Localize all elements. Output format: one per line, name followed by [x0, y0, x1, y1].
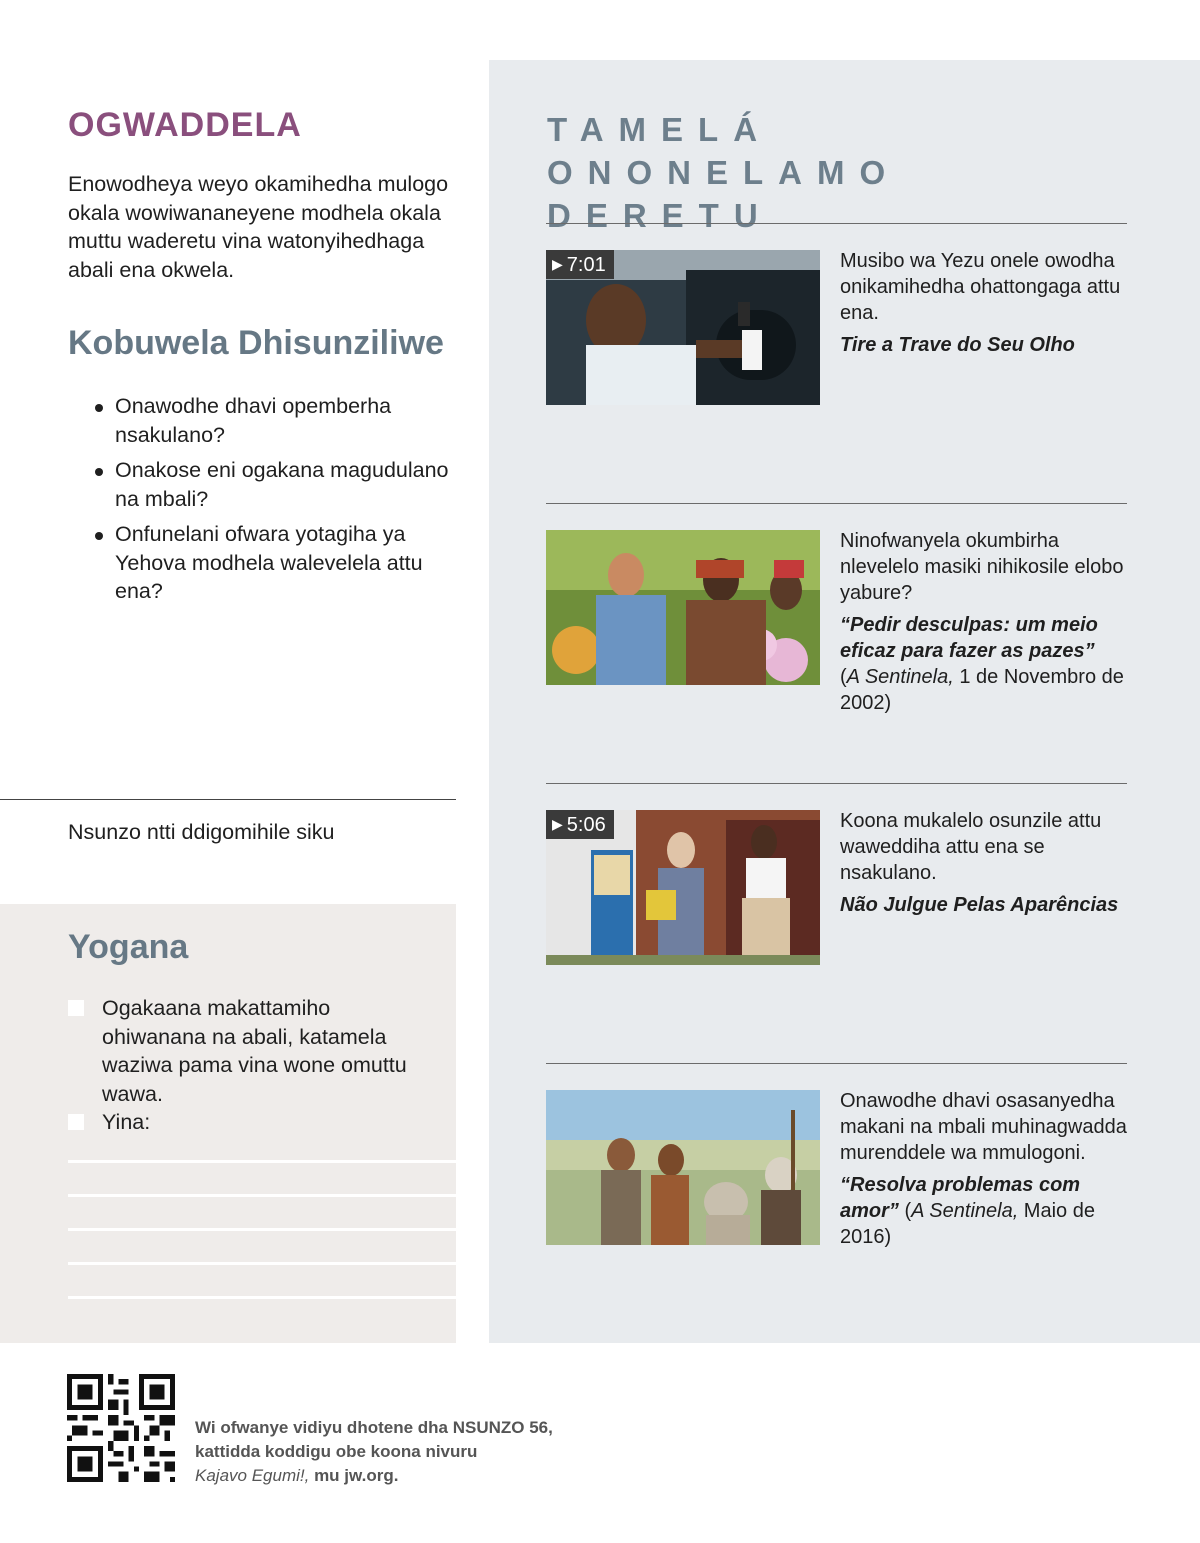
entry-description: Onawodhe dhavi osasanyedha makani na mbali muhinagwadda murenddele wa mmulogoni.: [840, 1090, 1127, 1164]
plan-item-other[interactable]: [68, 1108, 438, 1137]
explore-panel: [489, 60, 1200, 1343]
plan-checkbox[interactable]: [68, 1000, 84, 1016]
entry-reference[interactable]: [840, 612, 1130, 716]
write-line[interactable]: [68, 1262, 456, 1265]
explore-entry: [546, 503, 1127, 714]
goal-text: Enowodheya weyo okamihedha mulogo okala wowiwananeyene modhela okala muttu waderetu vina watonyihedhaga abali ena okwela.: [68, 172, 449, 282]
entry-description: Musibo wa Yezu onele owodha onikamihedha ohattongaga attu ena.: [840, 250, 1121, 324]
explore-entry: [546, 783, 1127, 916]
plan-title: Yogana: [68, 928, 189, 966]
article-thumbnail: [546, 530, 820, 685]
review-questions: [95, 392, 465, 613]
write-line[interactable]: [68, 1228, 456, 1231]
write-line[interactable]: [68, 1194, 456, 1197]
footer-line: kattidda koddigu obe koona nivuru: [195, 1442, 478, 1461]
review-title: Kobuwela Dhisunziliwe: [68, 324, 444, 362]
video-title-link[interactable]: Tire a Trave do Seu Olho: [840, 334, 1075, 356]
publication-name: A Sentinela,: [911, 1200, 1019, 1222]
publication-date: 1 de Novembro de 2002): [840, 666, 1124, 714]
paradise-greeting-image: [546, 530, 820, 685]
footer-site[interactable]: mu jw.org.: [309, 1466, 399, 1485]
article-thumbnail: [546, 1090, 820, 1245]
duration-label: 5:06: [566, 814, 606, 836]
write-line[interactable]: [68, 1296, 456, 1299]
article-title-link[interactable]: “Pedir desculpas: um meio eficaz para fazer as pazes”: [840, 614, 1098, 662]
question-item: Onakose eni ogakana magudulano na mbali?: [95, 456, 465, 513]
article-title-link[interactable]: “Resolva problemas com amor”: [840, 1174, 1081, 1222]
reference-open-paren: (: [904, 1200, 912, 1222]
entry-reference[interactable]: [840, 1172, 1130, 1250]
video-title-link[interactable]: Não Julgue Pelas Aparências: [840, 894, 1119, 916]
plan-panel: [0, 904, 456, 1343]
plan-item-label: Yina:: [102, 1110, 151, 1134]
entry-reference[interactable]: [840, 892, 1130, 918]
reference-open-paren: (: [840, 666, 847, 688]
memory-divider: [0, 799, 456, 800]
memory-line-label: Nsunzo ntti ddigomihile siku: [68, 820, 335, 844]
duration-label: 7:01: [566, 254, 606, 276]
video-thumbnail[interactable]: [546, 810, 820, 965]
video-thumbnail[interactable]: [546, 250, 820, 405]
publication-name: A Sentinela,: [846, 666, 954, 688]
entry-description: Ninofwanyela okumbirha nlevelelo masiki nihikosile elobo yabure?: [840, 530, 1124, 604]
video-duration-badge: [546, 250, 614, 279]
book-title: Kajavo Egumi!,: [195, 1466, 310, 1485]
write-line[interactable]: [68, 1160, 456, 1163]
footer-line: Wi ofwanye vidiyu dhotene dha NSUNZO 56,: [195, 1418, 553, 1437]
publication-date: Maio de 2016): [840, 1200, 1095, 1248]
plan-item-label: Ogakaana makattamiho ohiwanana na abali, katamela waziwa pama vina wone omuttu wawa.: [102, 996, 407, 1106]
explore-entry: [546, 223, 1127, 356]
plan-item[interactable]: [68, 994, 438, 1108]
question-item: Onawodhe dhavi opemberha nsakulano?: [95, 392, 465, 449]
play-icon: ▶: [552, 256, 563, 272]
entry-reference[interactable]: [840, 332, 1130, 358]
plan-checkbox[interactable]: [68, 1114, 84, 1130]
play-icon: ▶: [552, 816, 563, 832]
explore-title: TAMELÁ ONONELAMO DERETU: [547, 111, 901, 234]
explore-entry: [546, 1063, 1127, 1248]
video-duration-badge: [546, 810, 614, 839]
entry-description: Koona mukalelo osunzile attu waweddiha attu ena se nsakulano.: [840, 810, 1102, 884]
goal-title: OGWADDELA: [68, 106, 302, 144]
question-item: Onfunelani ofwara yotagiha ya Yehova modhela walevelela attu ena?: [95, 520, 465, 606]
qr-code[interactable]: [67, 1374, 175, 1482]
footer-note: [195, 1416, 615, 1488]
herdsmen-image: [546, 1090, 820, 1245]
